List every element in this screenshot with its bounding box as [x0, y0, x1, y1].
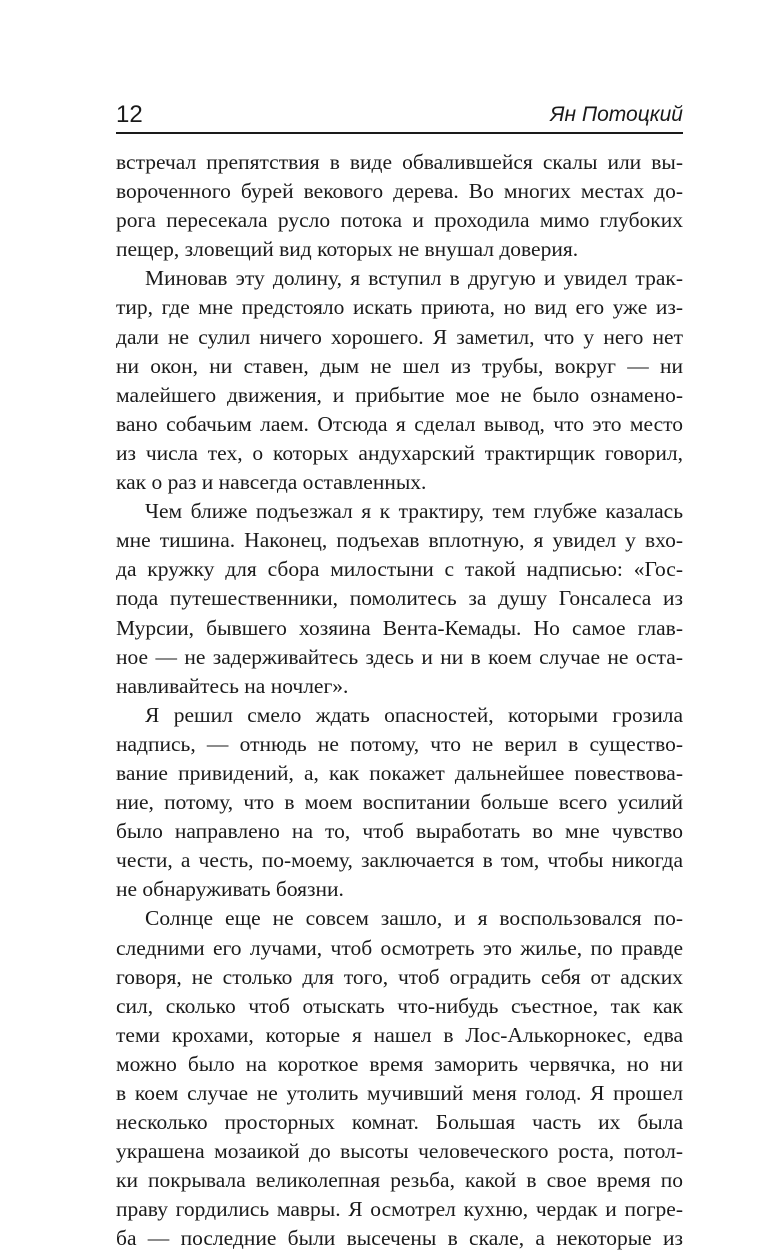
text-line: пода путешественники, помолитесь за душу Гонсалеса из — [116, 586, 683, 611]
text-line: тир, где мне предстояло искать приюта, но вид его уже из- — [116, 295, 683, 320]
text-line: Миновав эту долину, я вступил в другую и увидел трак- — [145, 266, 683, 291]
body-text — [116, 148, 683, 1254]
text-line: сил, сколько чтоб отыскать что-нибудь съестное, так как — [116, 993, 683, 1018]
text-line: Я решил смело ждать опасностей, которыми грозила — [145, 702, 683, 727]
text-line: было направлено на то, чтоб выработать во мне чувство — [116, 819, 683, 844]
text-line: несколько просторных комнат. Большая часть их была — [116, 1110, 683, 1135]
text-line: можно было на короткое время заморить червячка, но ни — [116, 1051, 683, 1076]
text-line: ное — не задерживайтесь здесь и ни в коем случае не оста- — [116, 644, 683, 669]
text-line: мне тишина. Наконец, подъехав вплотную, я увидел у вхо- — [116, 528, 683, 553]
text-line: Мурсии, бывшего хозяина Вента-Кемады. Но самое глав- — [116, 615, 683, 640]
page-number: 12 — [116, 101, 143, 128]
text-line: Чем ближе подъезжал я к трактиру, тем глубже казалась — [145, 499, 683, 524]
text-line: следними его лучами, чтоб осмотреть это жилье, по правде — [116, 935, 683, 960]
text-line: да кружку для сбора милостыни с такой надписью: «Гос- — [116, 557, 683, 582]
text-line: не обнаруживать боязни. — [116, 877, 344, 902]
text-line: Солнце еще не совсем зашло, и я воспользовался по- — [145, 906, 683, 931]
text-line: ни окон, ни ставен, дым не шел из трубы, вокруг — ни — [116, 353, 683, 378]
text-line: ние, потому, что в моем воспитании больше всего усилий — [116, 790, 683, 815]
text-line: пещер, зловещий вид которых не внушал доверия. — [116, 237, 579, 262]
text-line: вороченного бурей векового дерева. Во многих местах до- — [116, 179, 683, 204]
running-header-author: Ян Потоцкий — [550, 103, 683, 126]
text-line: вано собачьим лаем. Отсюда я сделал вывод, что это место — [116, 411, 683, 436]
text-line: чести, а честь, по-моему, заключается в том, чтобы никогда — [116, 848, 683, 873]
text-line: в коем случае не утолить мучивший меня голод. Я прошел — [116, 1081, 683, 1105]
text-line: из числа тех, о которых андухарский трактирщик говорил, — [116, 440, 683, 465]
text-line: говоря, не столько для того, чтоб оградить себя от адских — [116, 964, 683, 989]
text-line: праву гордились мавры. Я осмотрел кухню, чердак и погре- — [116, 1197, 683, 1222]
running-header — [116, 98, 683, 134]
text-line: малейшего движения, и прибытие мое не было ознамено- — [116, 382, 683, 407]
text-line: теми крохами, которые я нашел в Лос-Алькорнокес, едва — [116, 1022, 683, 1047]
text-line: навливайтесь на ночлег». — [116, 673, 349, 698]
text-line: вание привидений, а, как покажет дальнейшее повествова- — [116, 760, 683, 785]
text-line: дали не сулил ничего хорошего. Я заметил, что у него нет — [116, 324, 683, 349]
text-line: украшена мозаикой до высоты человеческого роста, потол- — [116, 1139, 683, 1164]
text-line: рога пересекала русло потока и проходила мимо глубоких — [116, 208, 683, 233]
text-line: ба — последние были высечены в скале, а некоторые из — [116, 1226, 683, 1251]
text-line: ки покрывала великолепная резьба, какой в свое время по — [116, 1168, 683, 1193]
text-line: надпись, — отнюдь не потому, что не верил в существо- — [116, 731, 683, 756]
text-line: встречал препятствия в виде обвалившейся скалы или вы- — [116, 150, 683, 174]
text-line: как о раз и навсегда оставленных. — [116, 470, 427, 495]
